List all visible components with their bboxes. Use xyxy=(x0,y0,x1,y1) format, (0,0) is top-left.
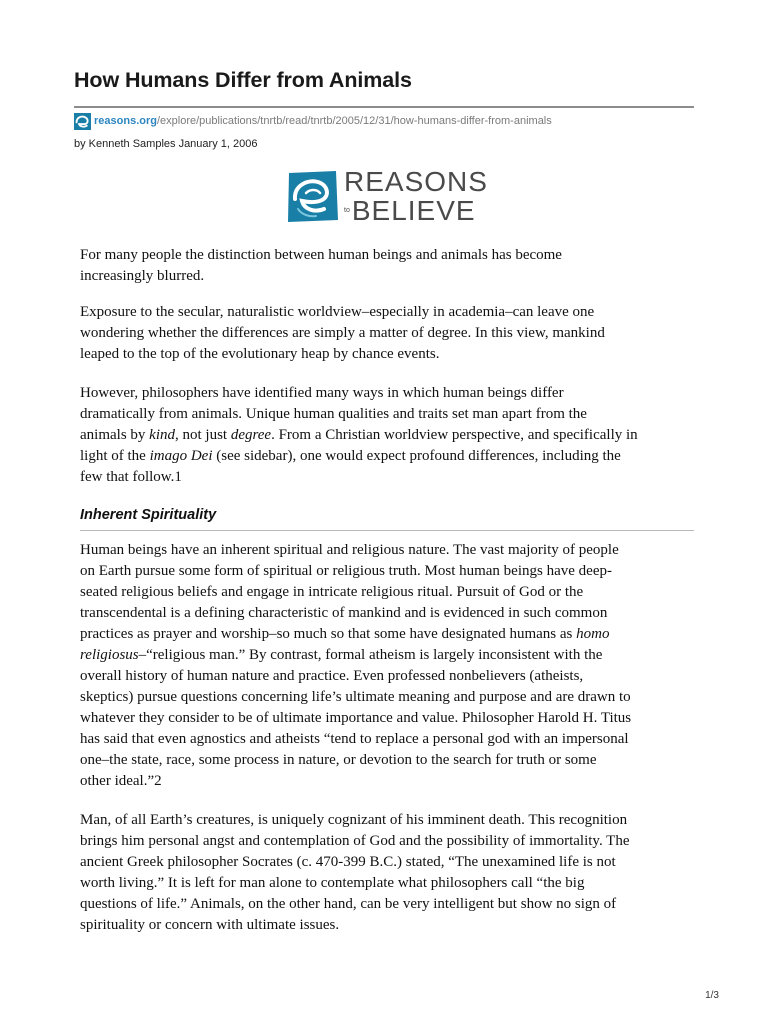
reasons-logo-mark-icon xyxy=(286,169,339,224)
paragraph-philosophers xyxy=(80,383,700,488)
emphasis-imago-dei: imago Dei xyxy=(149,448,213,464)
paragraph-intro xyxy=(80,245,700,287)
emphasis-religiosus: religiosus xyxy=(80,647,139,663)
text-line: transcendental is a defining characteristic of mankind and is evidenced in such common xyxy=(80,605,608,621)
text-line xyxy=(80,446,700,467)
page-number: 1/3 xyxy=(705,990,719,1001)
text-line: spirituality or concern with ultimate issues. xyxy=(80,917,340,933)
source-path[interactable]: /explore/publications/tnrtb/read/tnrtb/2005/12/31/how-humans-differ-from-animals xyxy=(156,115,552,127)
article-title: How Humans Differ from Animals xyxy=(74,68,412,92)
reasons-to-believe-logo xyxy=(286,166,492,226)
text-line: increasingly blurred. xyxy=(80,268,205,284)
text-line: dramatically from animals. Unique human qualities and traits set man apart from the xyxy=(80,406,587,422)
text-run: , not just xyxy=(174,427,231,443)
title-divider xyxy=(74,106,694,108)
text-line xyxy=(80,624,700,645)
emphasis-kind: kind xyxy=(149,427,175,443)
reasons-favicon-icon xyxy=(74,113,91,130)
text-line: wondering whether the differences are simply a matter of degree. In this view, mankind xyxy=(80,325,605,341)
text-line: Human beings have an inherent spiritual and religious nature. The vast majority of people xyxy=(80,542,619,558)
text-line: However, philosophers have identified many ways in which human beings differ xyxy=(80,385,564,401)
text-line: one–the state, race, some process in nature, or devotion to the search for truth or some xyxy=(80,752,597,768)
text-line xyxy=(80,645,700,666)
text-line: few that follow.1 xyxy=(80,469,182,485)
text-run: (see sidebar), one would expect profound differences, including the xyxy=(212,448,621,464)
text-line: Exposure to the secular, naturalistic worldview–especially in academia–can leave one xyxy=(80,304,595,320)
section-divider xyxy=(80,530,694,531)
paragraph-mortality xyxy=(80,810,700,936)
logo-text-to: to xyxy=(344,207,350,214)
logo-text-top: REASONS xyxy=(344,165,488,197)
text-line: has said that even agnostics and atheists “tend to replace a personal god with an impersonal xyxy=(80,731,629,747)
text-line: For many people the distinction between human beings and animals has become xyxy=(80,247,562,263)
text-line: worth living.” It is left for man alone to contemplate what philosophers call “the big xyxy=(80,875,585,891)
text-line: other ideal.”2 xyxy=(80,773,162,789)
text-line: ancient Greek philosopher Socrates (c. 470-399 B.C.) stated, “The unexamined life is not xyxy=(80,854,616,870)
text-line xyxy=(80,425,700,446)
source-link[interactable] xyxy=(74,111,552,131)
text-line: Man, of all Earth’s creatures, is uniquely cognizant of his imminent death. This recognition xyxy=(80,812,628,828)
emphasis-degree: degree xyxy=(230,427,272,443)
text-run: animals by xyxy=(80,427,150,443)
emphasis-homo: homo xyxy=(576,626,610,642)
text-line: overall history of human nature and practice. Even professed nonbelievers (atheists, xyxy=(80,668,584,684)
text-line: whatever they consider to be of ultimate importance and value. Philosopher Harold H. Titus xyxy=(80,710,632,726)
byline: by Kenneth Samples January 1, 2006 xyxy=(74,138,258,150)
source-domain[interactable]: reasons.org xyxy=(94,115,157,127)
section-heading-inherent-spirituality: Inherent Spirituality xyxy=(80,507,217,523)
text-line: brings him personal angst and contemplation of God and the possibility of immortality. The xyxy=(80,833,630,849)
text-line: questions of life.” Animals, on the other hand, can be very intelligent but show no sign of xyxy=(80,896,617,912)
logo-text-bottom: BELIEVE xyxy=(351,194,476,226)
text-run: –“religious man.” By contrast, formal atheism is largely inconsistent with the xyxy=(138,647,603,663)
text-line: leaped to the top of the evolutionary heap by chance events. xyxy=(80,346,440,362)
paragraph-spiritual-nature xyxy=(80,540,700,792)
text-run: light of the xyxy=(80,448,150,464)
text-run: practices as prayer and worship–so much so that some have designated humans as xyxy=(80,626,577,642)
text-line: on Earth pursue some form of spiritual or religious truth. Most human beings have deep- xyxy=(80,563,612,579)
text-run: . From a Christian worldview perspective, and specifically in xyxy=(271,427,638,443)
paragraph-secular-worldview xyxy=(80,302,700,365)
text-line: skeptics) pursue questions concerning life’s ultimate meaning and purpose and are drawn to xyxy=(80,689,631,705)
text-line: seated religious beliefs and engage in intricate religious ritual. Pursuit of God or the xyxy=(80,584,584,600)
